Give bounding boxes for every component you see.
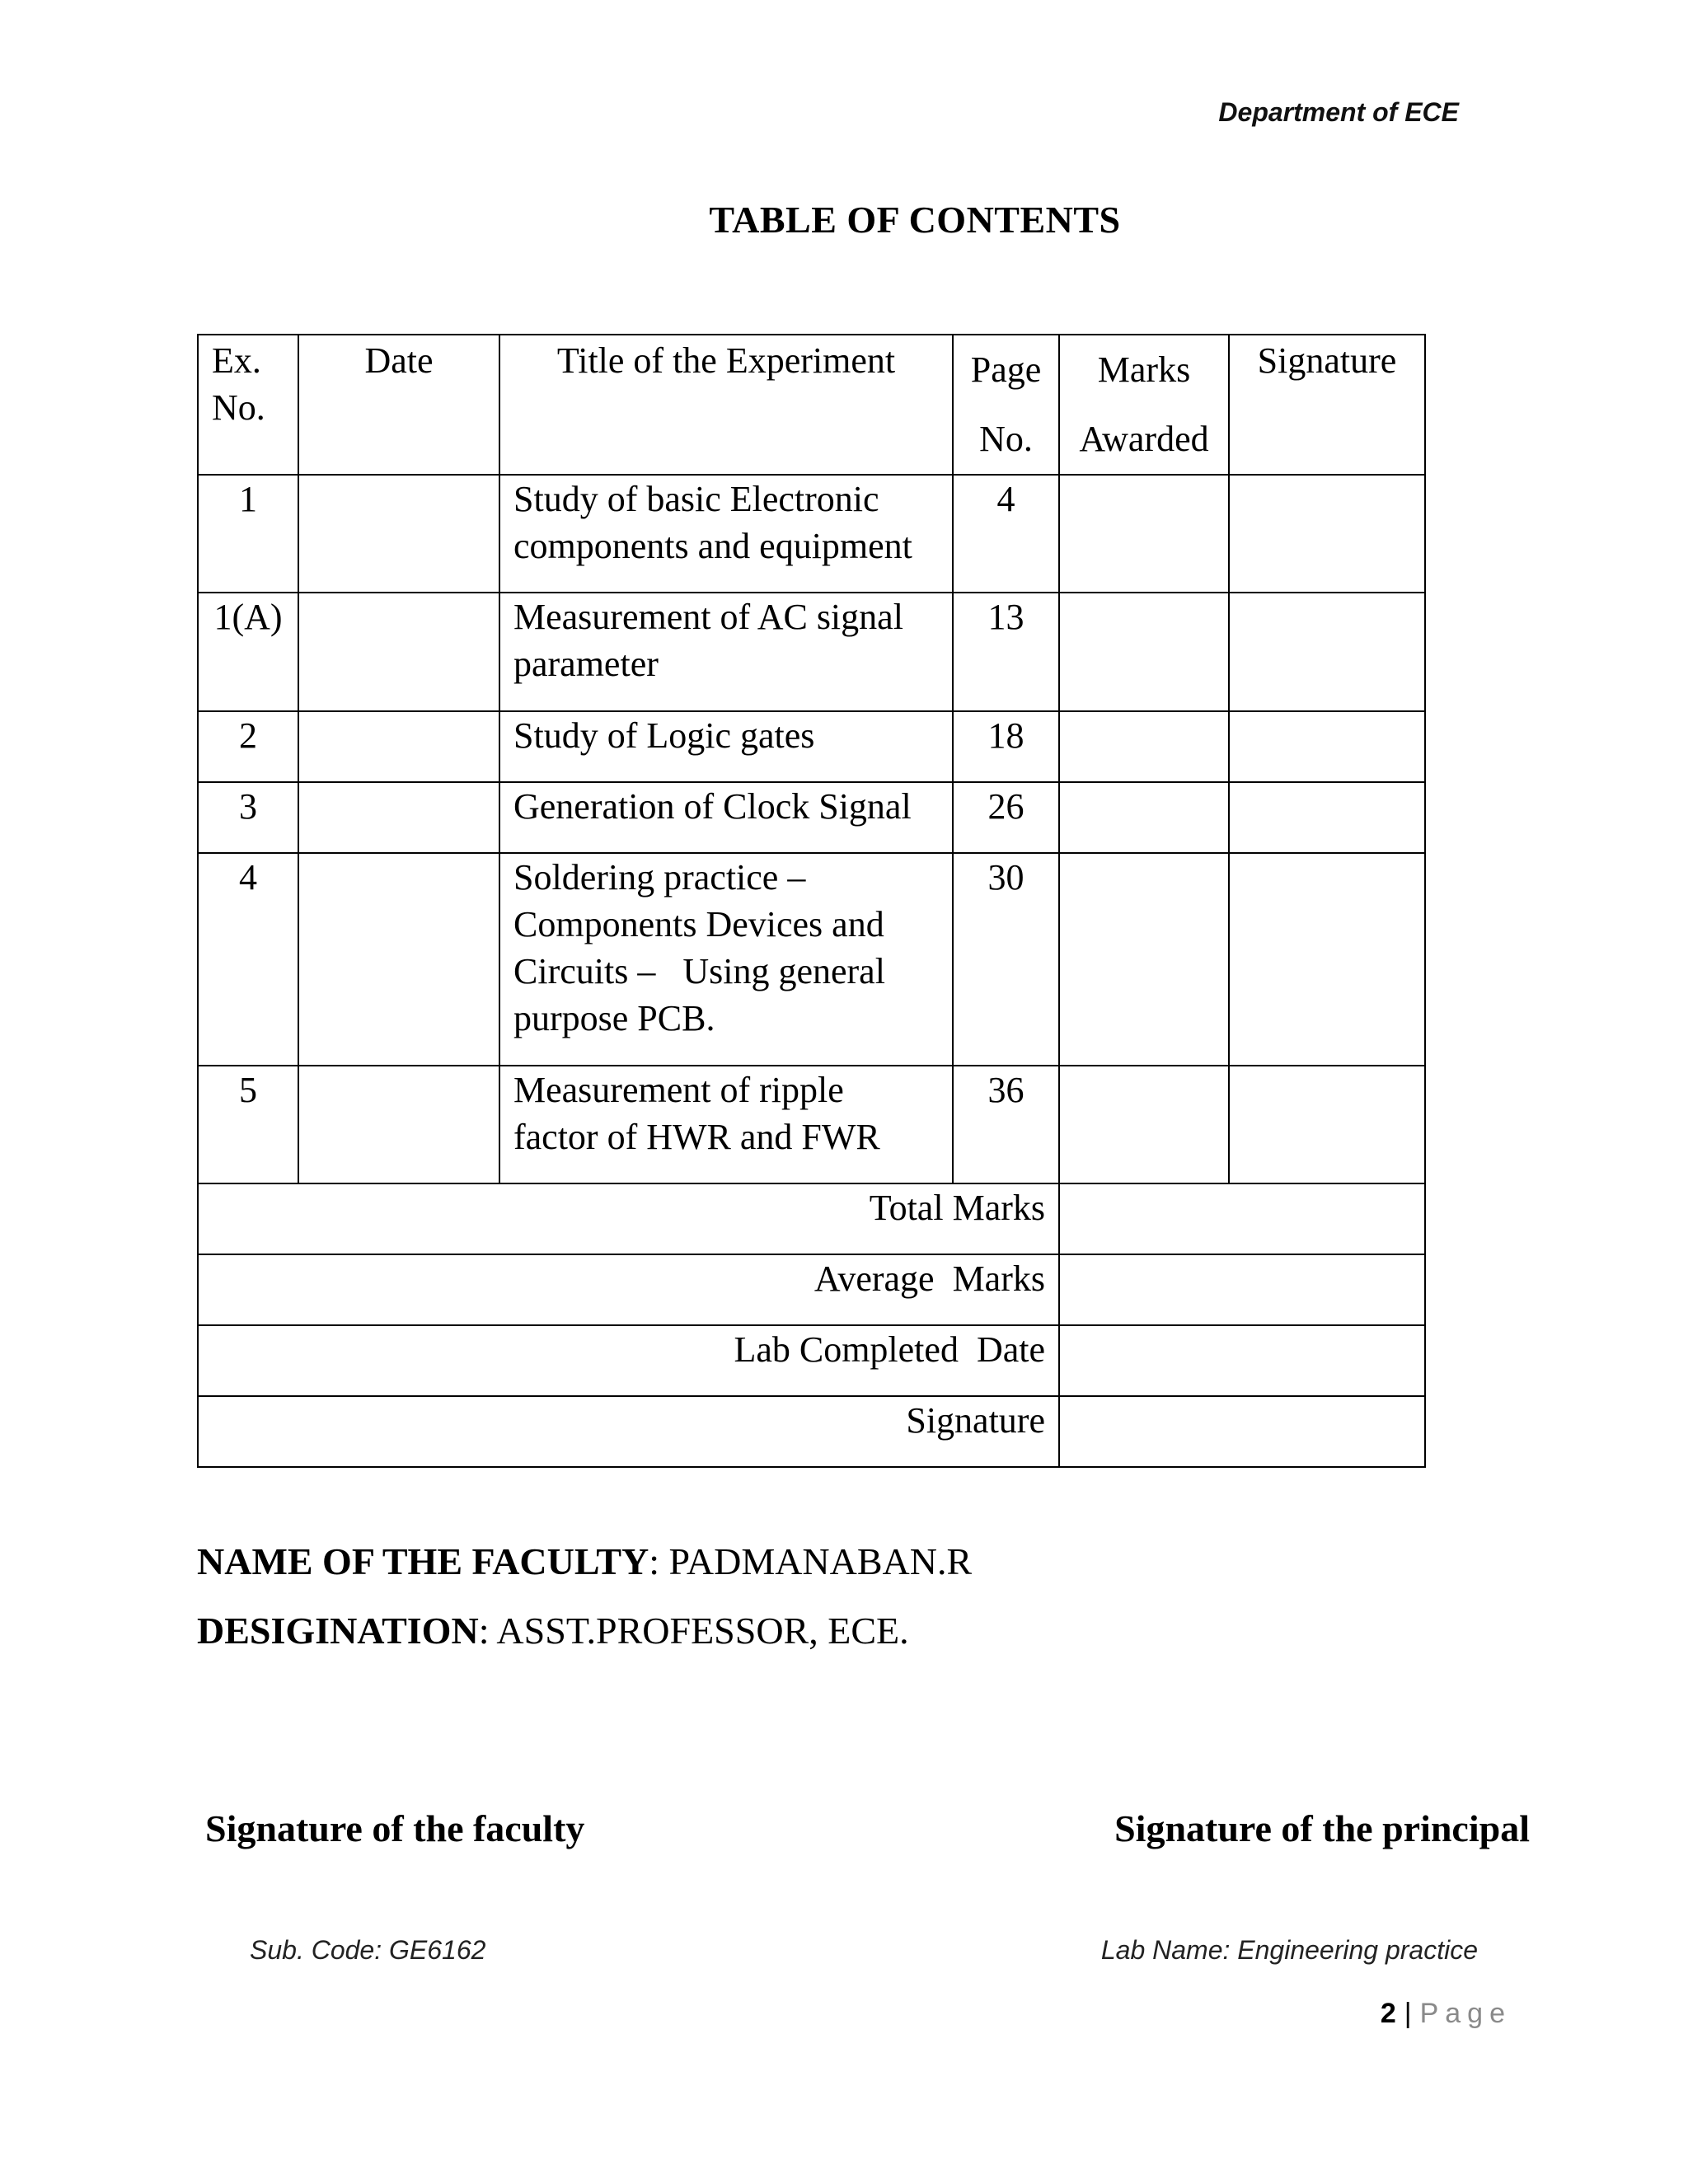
table-header-row: [198, 335, 1425, 475]
title-line: Circuits – Using general: [513, 951, 885, 991]
footer-sub-code: Sub. Code: GE6162: [250, 1935, 486, 1965]
title-line: Measurement of ripple: [513, 1070, 844, 1110]
cell-title: [499, 1066, 953, 1183]
table-row: [198, 475, 1425, 593]
title-line: Generation of Clock Signal: [513, 786, 912, 827]
cell-marks[interactable]: [1059, 853, 1229, 1066]
summary-value[interactable]: [1059, 1325, 1425, 1396]
cell-signature[interactable]: [1229, 853, 1425, 1066]
page-number: [1381, 1998, 1512, 2030]
summary-value[interactable]: [1059, 1396, 1425, 1467]
faculty-name-value: : PADMANABAN.R: [649, 1540, 973, 1582]
cell-page-no: 36: [953, 1066, 1059, 1183]
cell-page-no: 30: [953, 853, 1059, 1066]
page-number-value: 2: [1380, 1998, 1396, 2029]
cell-date[interactable]: [298, 711, 499, 782]
department-header: Department of ECE: [1218, 97, 1459, 127]
title-line: Measurement of AC signal: [513, 597, 903, 637]
title-line: components and equipment: [513, 526, 912, 566]
cell-title: [499, 711, 953, 782]
col-header-page-line2: No.: [979, 419, 1033, 459]
signature-principal: Signature of the principal: [1114, 1807, 1530, 1849]
cell-marks[interactable]: [1059, 593, 1229, 711]
summary-row-average-marks: [198, 1254, 1425, 1325]
col-header-date: Date: [298, 335, 499, 475]
cell-title: [499, 782, 953, 853]
title-line: Study of Logic gates: [513, 715, 815, 756]
cell-date[interactable]: [298, 782, 499, 853]
page-word: Page: [1419, 1998, 1512, 2029]
summary-label: Average Marks: [198, 1254, 1059, 1325]
cell-title: [499, 593, 953, 711]
cell-page-no: 13: [953, 593, 1059, 711]
summary-value[interactable]: [1059, 1183, 1425, 1254]
page-number-separator: |: [1404, 1998, 1412, 2029]
title-line: Soldering practice –: [513, 857, 806, 898]
cell-marks[interactable]: [1059, 782, 1229, 853]
cell-date[interactable]: [298, 475, 499, 593]
summary-row-total-marks: [198, 1183, 1425, 1254]
col-header-marks: [1059, 335, 1229, 475]
cell-signature[interactable]: [1229, 593, 1425, 711]
cell-page-no: 26: [953, 782, 1059, 853]
cell-date[interactable]: [298, 593, 499, 711]
cell-ex-no: 2: [198, 711, 298, 782]
title-line: purpose PCB.: [513, 998, 715, 1038]
col-header-ex-line1: Ex.: [212, 340, 261, 381]
summary-row-lab-completed-date: [198, 1325, 1425, 1396]
title-line: Study of basic Electronic: [513, 479, 879, 519]
cell-signature[interactable]: [1229, 475, 1425, 593]
faculty-designation-line: [197, 1609, 909, 1652]
cell-date[interactable]: [298, 1066, 499, 1183]
cell-date[interactable]: [298, 853, 499, 1066]
designation-value: : ASST.PROFESSOR, ECE.: [478, 1610, 909, 1652]
page-title: TABLE OF CONTENTS: [709, 199, 1121, 241]
title-line: Components Devices and: [513, 904, 884, 944]
cell-marks[interactable]: [1059, 1066, 1229, 1183]
title-line: factor of HWR and FWR: [513, 1117, 880, 1157]
designation-label: DESIGINATION: [197, 1610, 479, 1652]
footer-lab-name: Lab Name: Engineering practice: [1100, 1935, 1478, 1965]
cell-signature[interactable]: [1229, 782, 1425, 853]
cell-title: [499, 853, 953, 1066]
col-header-page-no: [953, 335, 1059, 475]
cell-signature[interactable]: [1229, 1066, 1425, 1183]
col-header-marks-line1: Marks: [1097, 349, 1191, 390]
summary-label: Signature: [198, 1396, 1059, 1467]
cell-signature[interactable]: [1229, 711, 1425, 782]
col-header-signature: Signature: [1229, 335, 1425, 475]
faculty-name-line: [197, 1540, 972, 1583]
table-row: [198, 1066, 1425, 1183]
cell-ex-no: 5: [198, 1066, 298, 1183]
summary-label: Total Marks: [198, 1183, 1059, 1254]
cell-page-no: 4: [953, 475, 1059, 593]
summary-row-signature: [198, 1396, 1425, 1467]
cell-marks[interactable]: [1059, 475, 1229, 593]
col-header-page-line1: Page: [970, 349, 1042, 390]
cell-ex-no: 1(A): [198, 593, 298, 711]
cell-ex-no: 3: [198, 782, 298, 853]
summary-value[interactable]: [1059, 1254, 1425, 1325]
table-row: [198, 593, 1425, 711]
col-header-ex-line2: No.: [212, 387, 265, 428]
summary-label: Lab Completed Date: [198, 1325, 1059, 1396]
cell-title: [499, 475, 953, 593]
cell-marks[interactable]: [1059, 711, 1229, 782]
col-header-title: Title of the Experiment: [499, 335, 953, 475]
contents-table: [197, 334, 1426, 1468]
signature-faculty: Signature of the faculty: [205, 1807, 585, 1849]
table-row: [198, 711, 1425, 782]
col-header-marks-line2: Awarded: [1079, 419, 1209, 459]
table-row: [198, 782, 1425, 853]
cell-page-no: 18: [953, 711, 1059, 782]
table-row: [198, 853, 1425, 1066]
cell-ex-no: 4: [198, 853, 298, 1066]
col-header-ex-no: [198, 335, 298, 475]
cell-ex-no: 1: [198, 475, 298, 593]
title-line: parameter: [513, 644, 659, 684]
faculty-name-label: NAME OF THE FACULTY: [197, 1540, 649, 1582]
